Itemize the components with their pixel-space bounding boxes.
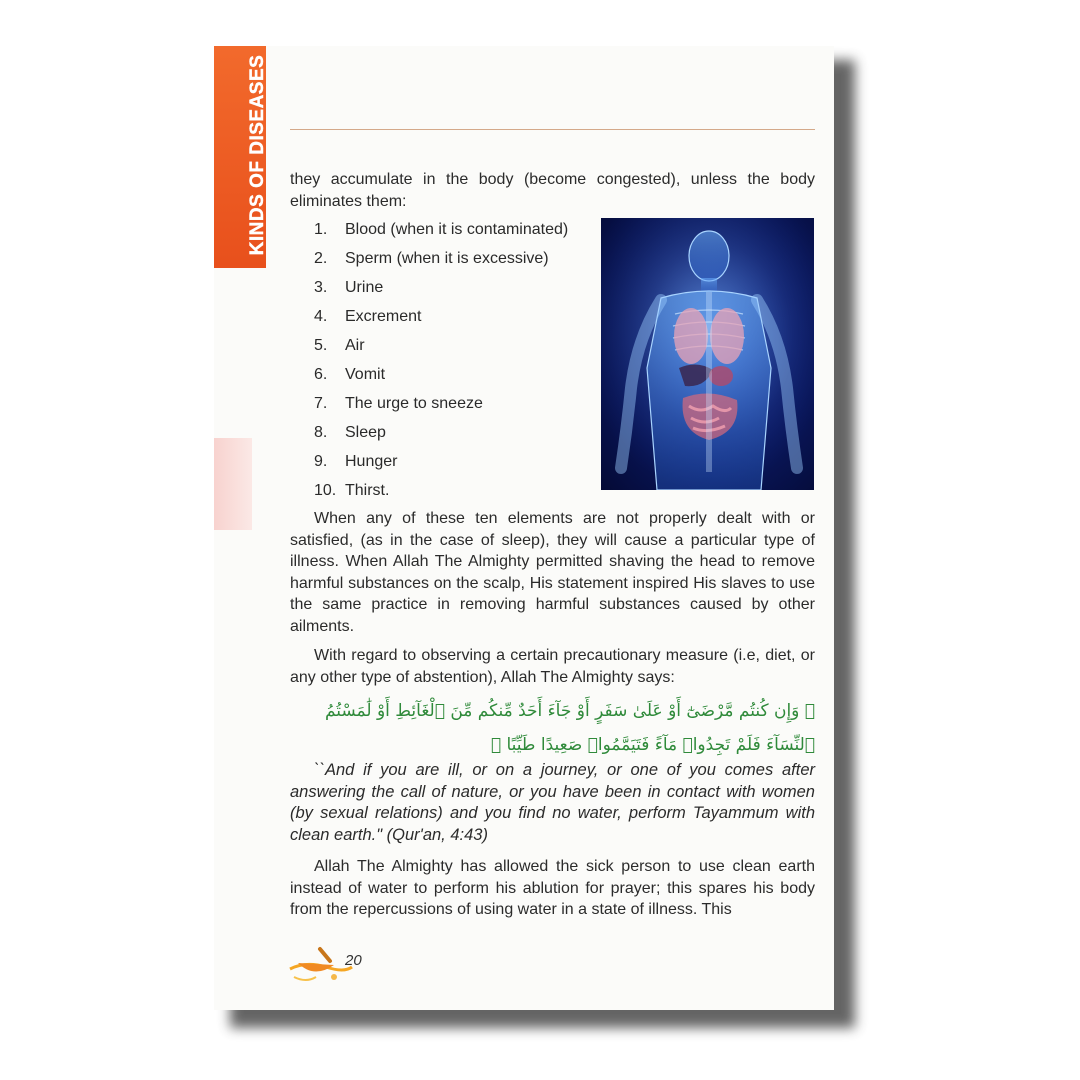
human-anatomy-image <box>601 218 814 490</box>
list-item <box>314 422 594 451</box>
list-text: Excrement <box>345 308 422 325</box>
list-item <box>314 480 594 509</box>
list-item <box>314 451 594 480</box>
chapter-tab-title: KINDS OF DISEASES <box>247 54 268 256</box>
list-number: 9. <box>314 453 328 470</box>
list-text: Sperm (when it is excessive) <box>345 250 549 267</box>
paragraph-precaution: With regard to observing a certain precautionary measure (i.e, diet, or any other type of abstention), Allah The Almighty says: <box>290 647 815 686</box>
list-text: Urine <box>345 279 384 296</box>
header-rule <box>290 129 815 130</box>
paragraph-sick-person: Allah The Almighty has allowed the sick person to use clean earth instead of water to perform his ablution for prayer; this spares his body from the repercussions of using water in a state of illness. This <box>290 858 815 918</box>
list-number: 1. <box>314 221 328 238</box>
page-number: 20 <box>345 952 362 969</box>
list-number: 10. <box>314 482 337 499</box>
arabic-verse: ﴿ وَإِن كُنتُم مَّرْضَىٰٓ أَوْ عَلَىٰ سَفَرٍ أَوْ جَآءَ أَحَدٌ مِّنكُم مِّنَ ٱلْغَآئِطِ أَوْ لَٰمَسْتُمُ ٱلنِّسَآءَ فَلَمْ تَجِدُوا۟ مَآءً فَتَيَمَّمُوا۟ صَعِيدًا طَيِّبًا ﴾ <box>324 701 815 755</box>
list-text: Vomit <box>345 366 386 383</box>
elements-list <box>314 219 594 509</box>
list-number: 4. <box>314 308 328 325</box>
list-text: Blood (when it is contaminated) <box>345 221 569 238</box>
list-item <box>314 306 594 335</box>
intro-paragraph: they accumulate in the body (become congested), unless the body eliminates them: <box>290 171 815 210</box>
list-text: Hunger <box>345 453 398 470</box>
list-text: Thirst. <box>345 482 390 499</box>
anatomy-illustration <box>601 218 814 490</box>
verse-translation: ``And if you are ill, or on a journey, or one of you comes after answering the call of nature, or you have been in contact with women (by sexual relations) and you find no water, perform Tayammum with clean earth." (Qur'an, 4:43) <box>290 761 815 844</box>
list-item <box>314 364 594 393</box>
list-item <box>314 277 594 306</box>
list-number: 6. <box>314 366 328 383</box>
list-number: 2. <box>314 250 328 267</box>
list-text: Air <box>345 337 365 354</box>
list-number: 3. <box>314 279 328 296</box>
paragraph-illness: When any of these ten elements are not properly dealt with or satisfied, (as in the case of sleep), they will cause a particular type of illness. When Allah The Almighty permitted shaving the head to remove harmful substances on the scalp, His statement inspired His slaves to use the same practice in removing harmful substances caused by other ailments. <box>290 510 815 635</box>
list-number: 8. <box>314 424 328 441</box>
list-item <box>314 248 594 277</box>
list-text: Sleep <box>345 424 386 441</box>
list-text: The urge to sneeze <box>345 395 483 412</box>
list-item <box>314 219 594 248</box>
page-edge-marker <box>214 438 252 530</box>
list-number: 5. <box>314 337 328 354</box>
list-item <box>314 335 594 364</box>
list-number: 7. <box>314 395 328 412</box>
list-item <box>314 393 594 422</box>
